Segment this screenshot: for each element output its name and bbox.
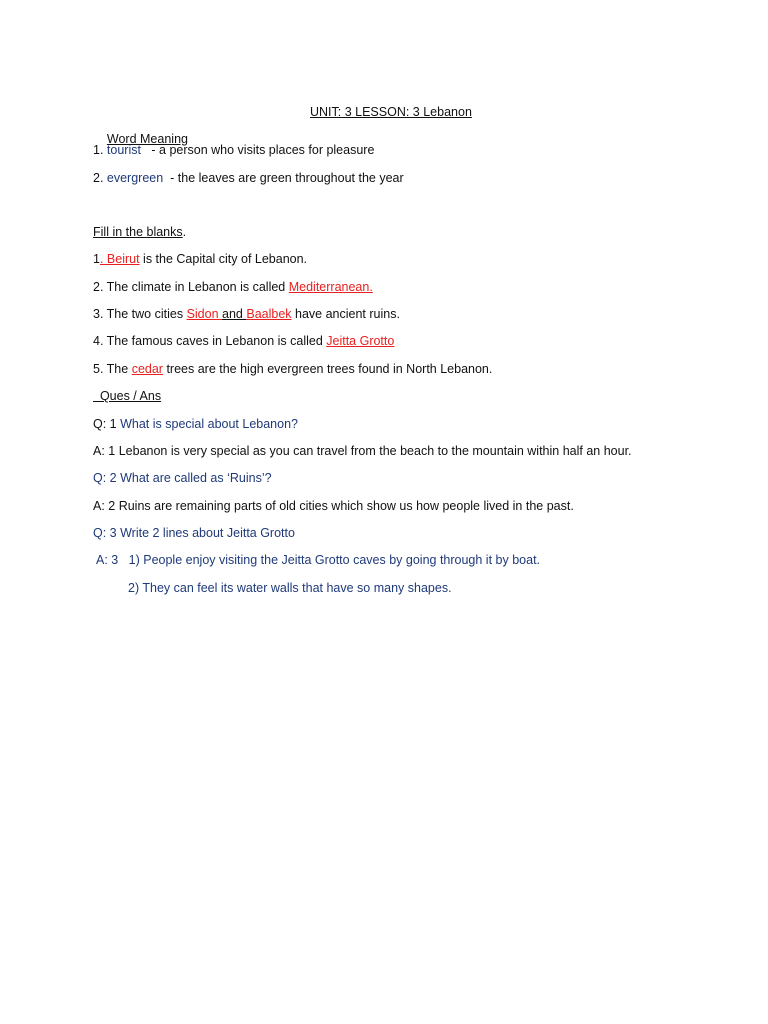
blank-answer: Sidon — [186, 307, 223, 321]
fill-blanks-heading-text: Fill in the blanks — [93, 225, 183, 239]
blank-question-2 — [93, 279, 373, 295]
question-1 — [93, 416, 298, 432]
item-number: 1. — [93, 143, 107, 157]
answer-prefix: A: 3 — [96, 553, 129, 567]
question-text: have ancient ruins. — [291, 307, 400, 321]
vocab-word: evergreen — [106, 171, 164, 185]
question-2 — [93, 470, 272, 486]
vocab-meaning: a person who visits places for pleasure — [159, 143, 375, 157]
vocab-meaning: the leaves are green throughout the year — [177, 171, 404, 185]
blank-question-4 — [93, 333, 394, 349]
blank-answer: Baalbek — [246, 307, 292, 321]
question-prefix: Q: 1 — [93, 417, 121, 431]
title-text: UNIT: 3 LESSON: 3 Lebanon — [310, 105, 472, 119]
question-text: Q: 2 What are called as ‘Ruins’? — [93, 471, 272, 485]
blank-question-3 — [93, 306, 400, 322]
question-text: 2. The climate in Lebanon is called — [93, 280, 289, 294]
blank-question-5 — [93, 361, 492, 377]
blank-answer: . Beirut — [99, 252, 140, 266]
item-separator: - — [163, 171, 178, 185]
word-meaning-item — [93, 170, 404, 186]
answer-3-line-2 — [128, 580, 452, 596]
answer-text: 2) They can feel its water walls that have so many shapes. — [128, 581, 452, 595]
question-text: and — [222, 307, 247, 321]
heading-period: . — [182, 225, 187, 239]
answer-text: A: 2 Ruins are remaining parts of old cities which show us how people lived in the past. — [93, 499, 574, 513]
answer-1 — [93, 443, 632, 459]
word-meaning-item — [93, 142, 374, 158]
blank-answer: Jeitta Grotto — [326, 334, 395, 348]
question-text: is the Capital city of Lebanon. — [139, 252, 308, 266]
word-meaning-heading-text: Word Meaning — [106, 132, 188, 146]
answer-text: A: 1 Lebanon is very special as you can travel from the beach to the mountain within half an hour. — [93, 444, 632, 458]
question-text: 3. The two cities — [93, 307, 187, 321]
fill-blanks-heading — [93, 224, 186, 240]
blank-question-1 — [93, 251, 307, 267]
question-number: 1 — [93, 252, 100, 266]
item-separator: - — [140, 143, 160, 157]
question-text: 4. The famous caves in Lebanon is called — [93, 334, 327, 348]
vocab-word: tourist — [106, 143, 141, 157]
blank-answer: Mediterranean. — [288, 280, 373, 294]
question-text: What is special about Lebanon? — [120, 417, 298, 431]
question-text: 5. The — [93, 362, 132, 376]
answer-3-line-1 — [96, 552, 540, 568]
item-number: 2. — [93, 171, 107, 185]
question-3 — [93, 525, 295, 541]
answer-text: 1) People enjoy visiting the Jeitta Grotto caves by going through it by boat. — [128, 553, 541, 567]
blank-answer: cedar — [131, 362, 163, 376]
question-text: trees are the high evergreen trees found in North Lebanon. — [162, 362, 493, 376]
question-text: Q: 3 Write 2 lines about Jeitta Grotto — [93, 526, 295, 540]
ques-ans-heading-text: Ques / Ans — [93, 389, 162, 403]
ques-ans-heading — [93, 388, 161, 404]
answer-2 — [93, 498, 574, 514]
